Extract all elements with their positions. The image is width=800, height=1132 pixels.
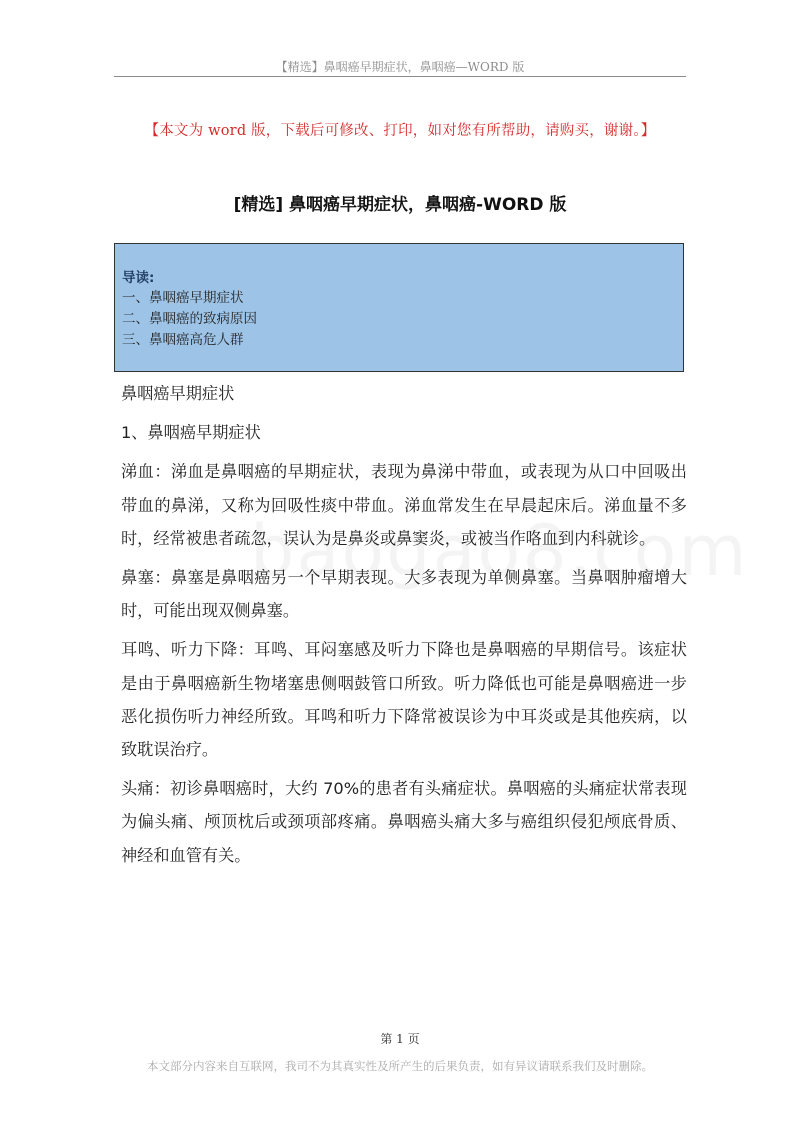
subsection-heading: 1、鼻咽癌早期症状 — [121, 423, 261, 443]
running-header: 【精选】鼻咽癌早期症状，鼻咽癌—WORD 版 — [275, 60, 525, 74]
paragraph-nosebleed: 涕血：涕血是鼻咽癌的早期症状，表现为鼻涕中带血，或表现为从口中回吸出带血的鼻涕，又称为回吸性痰中带血。涕血常发生在早晨起床后。涕血量不多时，经常被患者疏忽，误认为是鼻炎或鼻窦炎，或被当作咯血到内科就诊。 — [121, 462, 687, 548]
footer-disclaimer: 本文部分内容来自互联网，我司不为其真实性及所产生的后果负责，如有异议请联系我们及时删除。 — [147, 1059, 653, 1073]
paragraph-headache: 头痛：初诊鼻咽癌时，大约 70%的患者有头痛症状。鼻咽癌的头痛症状常表现为偏头痛、颅顶枕后或颈项部疼痛。鼻咽癌头痛大多与癌组织侵犯颅底骨质、神经和血管有关。 — [121, 779, 687, 865]
document-title: [精选] 鼻咽癌早期症状，鼻咽癌-WORD 版 — [233, 195, 567, 215]
purchase-notice: 【本文为 word 版，下载后可修改、打印，如对您有所帮助，请购买，谢谢。】 — [144, 123, 656, 139]
paragraph-tinnitus: 耳鸣、听力下降：耳鸣、耳闷塞感及听力下降也是鼻咽癌的早期信号。该症状是由于鼻咽癌新生物堵塞患侧咽鼓管口所致。听力降低也可能是鼻咽癌进一步恶化损伤听力神经所致。耳鸣和听力下降常被误诊为中耳炎或是其他疾病，以致耽误治疗。 — [121, 640, 687, 760]
guide-label: 导读: — [122, 270, 155, 286]
guide-box — [114, 243, 684, 372]
header-divider — [114, 76, 686, 77]
guide-item: 二、鼻咽癌的致病原因 — [122, 311, 257, 327]
page-number: 第 1 页 — [380, 1032, 420, 1046]
paragraph-nasal-congestion: 鼻塞：鼻塞是鼻咽癌另一个早期表现。大多表现为单侧鼻塞。当鼻咽肿瘤增大时，可能出现双侧鼻塞。 — [121, 568, 687, 621]
body-content — [121, 377, 687, 878]
section-heading: 鼻咽癌早期症状 — [121, 384, 235, 403]
guide-item: 三、鼻咽癌高危人群 — [122, 332, 244, 348]
guide-item: 一、鼻咽癌早期症状 — [122, 290, 244, 306]
